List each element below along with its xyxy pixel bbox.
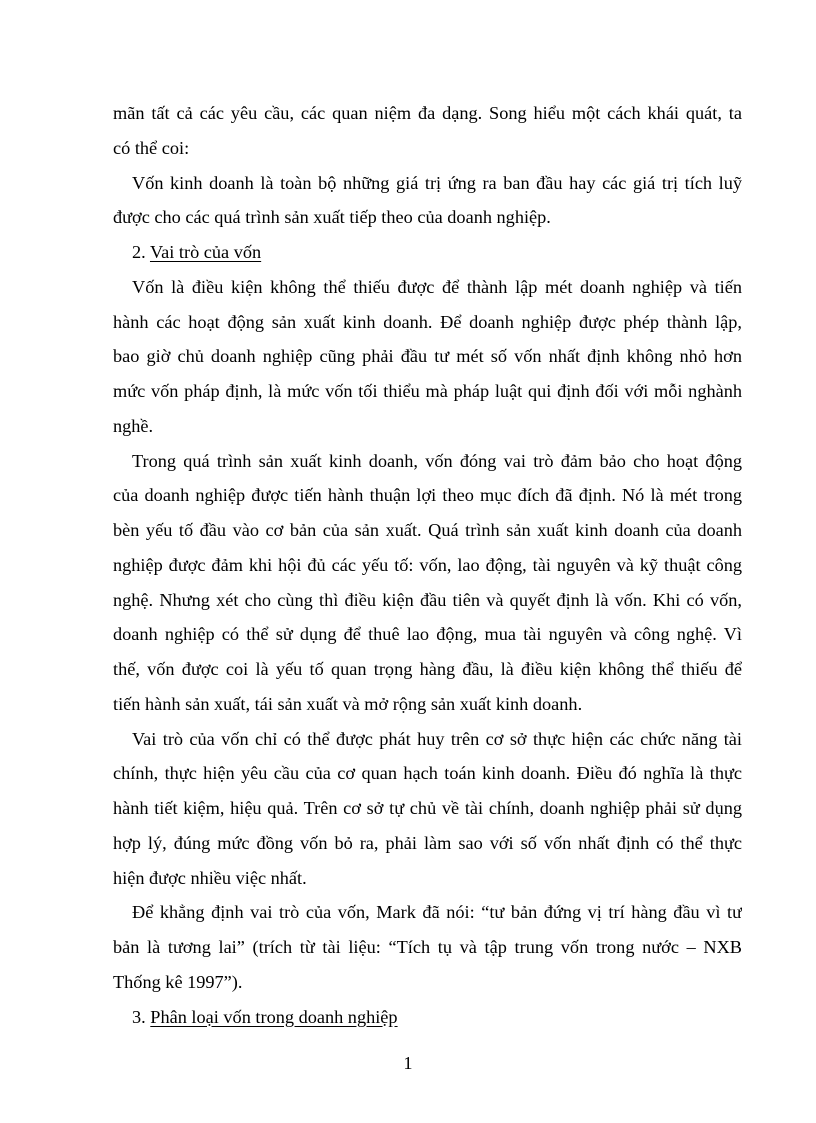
text-line: mức vốn pháp định, là mức vốn tối thiểu mà pháp luật qui định đối với mỗi nghành (113, 381, 742, 401)
text-line: hợp lý, đúng mức đồng vốn bỏ ra, phải làm sao với số vốn nhất định có thể thực (113, 832, 742, 853)
text-line: Vai trò của vốn chỉ có thể được phát huy trên cơ sở thực hiện các chức năng tài (132, 728, 742, 749)
text-line: có thể coi: (113, 137, 190, 158)
text-line: bản là tương lai” (trích từ tài liệu: “Tích tụ và tập trung vốn trong nước – NXB (113, 937, 742, 957)
paragraph (113, 722, 742, 896)
paragraph (113, 444, 742, 722)
text-line: nghề. (113, 415, 154, 436)
text-line: hành tiết kiệm, hiệu quả. Trên cơ sở tự chủ về tài chính, doanh nghiệp phải sử dụng (113, 798, 742, 818)
text-line: Để khẳng định vai trò của vốn, Mark đã nói: “tư bản đứng vị trí hàng đầu vì tư (132, 902, 742, 923)
text-line: được cho các quá trình sản xuất tiếp theo của doanh nghiệp. (113, 207, 551, 228)
page-number: 1 (403, 1053, 413, 1073)
text-line: bèn yếu tố đầu vào cơ bản của sản xuất. Quá trình sản xuất kinh doanh của doanh (113, 520, 742, 540)
text-line: chính, thực hiện yêu cầu của cơ quan hạch toán kinh doanh. Điều đó nghĩa là thực (113, 763, 742, 784)
text-line: nghiệp được đảm khi hội đủ các yếu tố: vốn, lao động, tài nguyên và kỹ thuật công (113, 554, 742, 575)
paragraph (113, 166, 742, 236)
section-number: 3. (132, 1006, 146, 1027)
text-line: Vốn kinh doanh là toàn bộ những giá trị ứng ra ban đầu hay các giá trị tích luỹ (132, 172, 742, 193)
document-body (113, 96, 742, 1034)
text-line: của doanh nghiệp được tiến hành thuận lợi theo mục đích đã định. Nó là mét trong (113, 485, 742, 506)
paragraph (113, 270, 742, 444)
section-heading (113, 1000, 742, 1035)
text-line: bao giờ chủ doanh nghiệp cũng phải đầu tư mét số vốn nhất định không nhỏ hơn (113, 346, 742, 367)
text-line: Vốn là điều kiện không thể thiếu được để thành lập mét doanh nghiệp và tiến (132, 276, 742, 297)
paragraph (113, 96, 742, 166)
text-line: hành các hoạt động sản xuất kinh doanh. Để doanh nghiệp được phép thành lập, (113, 311, 742, 332)
text-line: thế, vốn được coi là yếu tố quan trọng hàng đầu, là điều kiện không thể thiếu để (113, 659, 742, 679)
text-line: mãn tất cả các yêu cầu, các quan niệm đa dạng. Song hiểu một cách khái quát, ta (113, 103, 742, 123)
text-line: Trong quá trình sản xuất kinh doanh, vốn đóng vai trò đảm bảo cho hoạt động (132, 450, 742, 471)
paragraph (113, 895, 742, 999)
text-line: doanh nghiệp có thể sử dụng để thuê lao động, mua tài nguyên và công nghệ. Vì (113, 624, 742, 645)
text-line: tiến hành sản xuất, tái sản xuất và mở rộng sản xuất kinh doanh. (113, 693, 583, 714)
section-heading (113, 235, 742, 270)
text-line: Thống kê 1997”). (113, 971, 243, 992)
section-title: Phân loại vốn trong doanh nghiệp (150, 1006, 398, 1027)
section-title: Vai trò của vốn (149, 242, 262, 262)
section-number: 2. (132, 242, 146, 262)
text-line: nghệ. Nhưng xét cho cùng thì điều kiện đầu tiên và quyết định là vốn. Khi có vốn, (113, 589, 742, 610)
text-line: hiện được nhiều việc nhất. (113, 867, 307, 888)
